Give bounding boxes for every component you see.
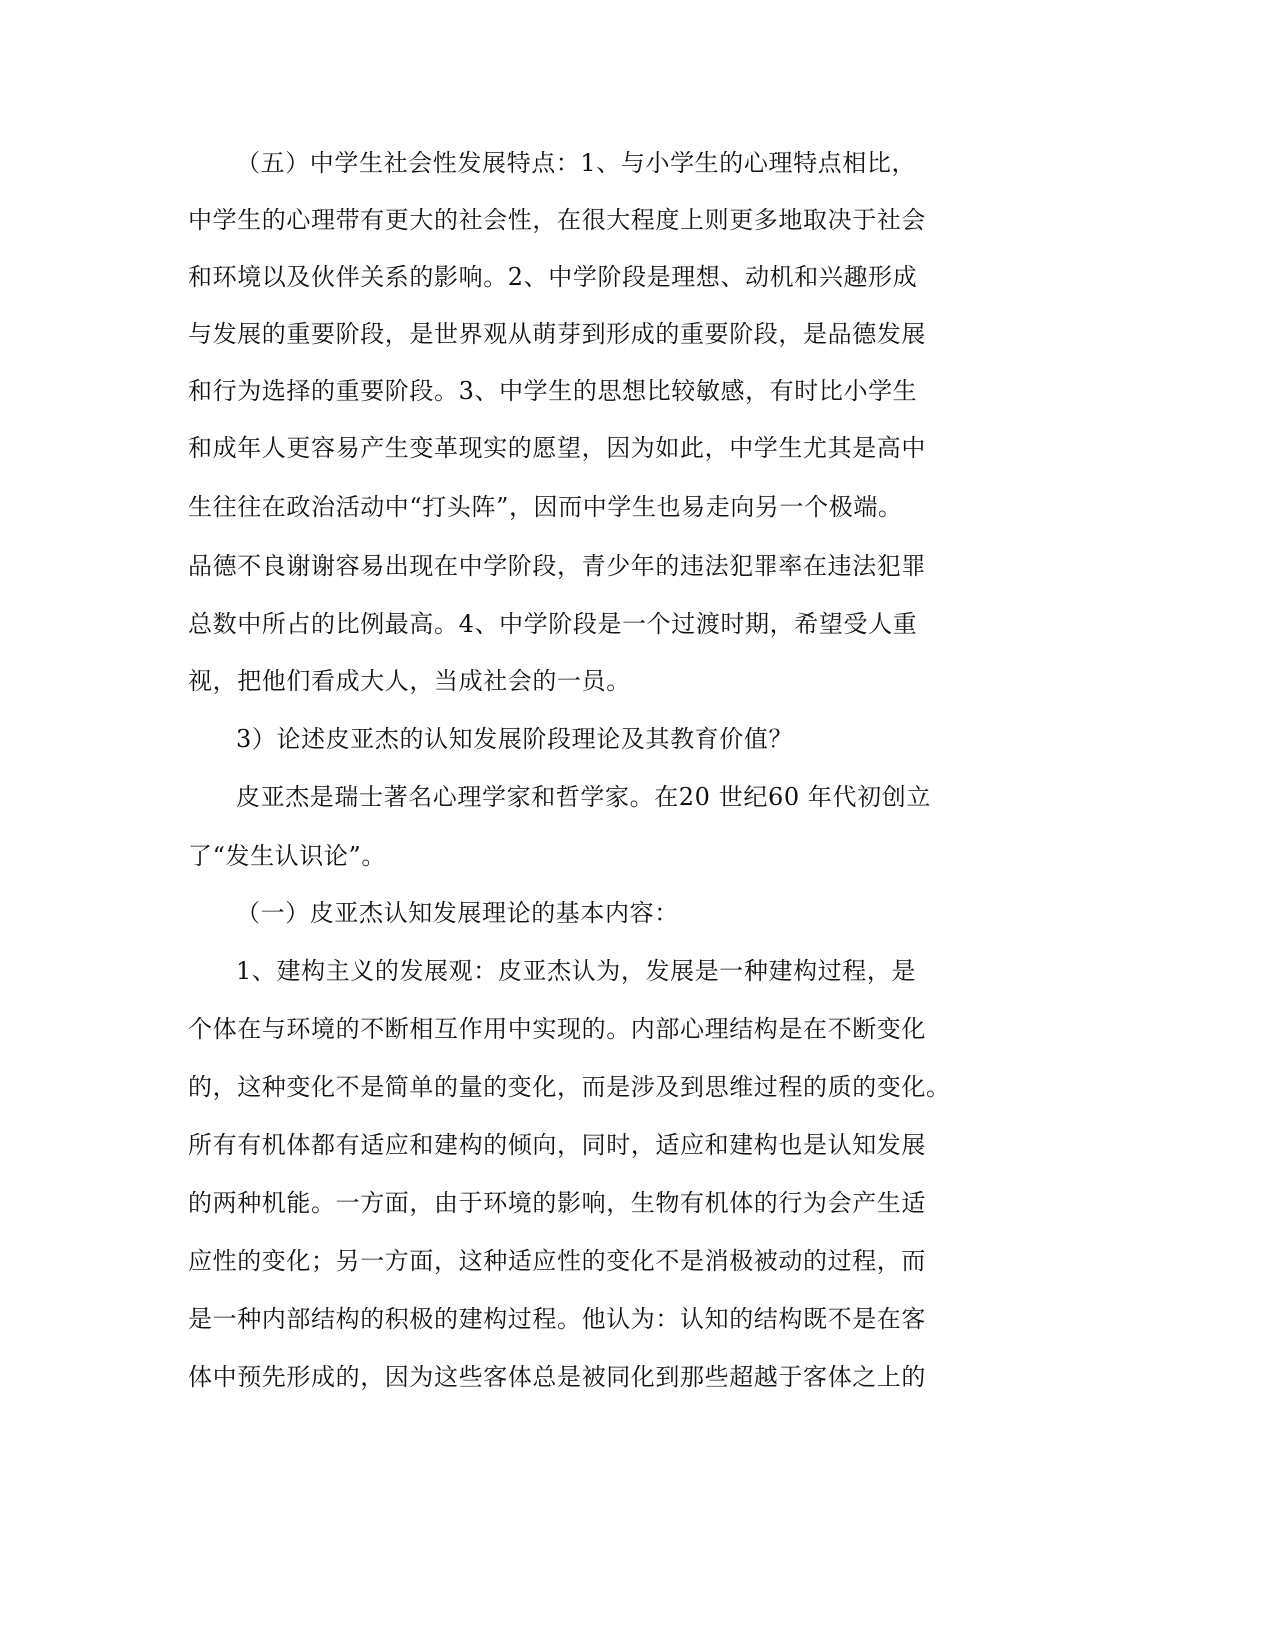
paragraph-line: 个体在与环境的不断相互作用中实现的。内部心理结构是在不断变化 <box>188 1015 926 1043</box>
paragraph-line: 和成年人更容易产生变革现实的愿望，因为如此，中学生尤其是高中 <box>188 434 926 462</box>
paragraph-line: 视，把他们看成大人，当成社会的一员。 <box>188 667 631 695</box>
paragraph-line: 应性的变化；另一方面，这种适应性的变化不是消极被动的过程，而 <box>188 1247 926 1275</box>
paragraph-line: 总数中所占的比例最高。4、中学阶段是一个过渡时期，希望受人重 <box>188 610 918 638</box>
paragraph-line: 的两种机能。一方面，由于环境的影响，生物有机体的行为会产生适 <box>188 1189 926 1217</box>
paragraph-line: 所有有机体都有适应和建构的倾向，同时，适应和建构也是认知发展 <box>188 1131 926 1159</box>
paragraph-line: 和行为选择的重要阶段。3、中学生的思想比较敏感，有时比小学生 <box>188 377 918 405</box>
paragraph-line: 皮亚杰是瑞士著名心理学家和哲学家。在20 世纪60 年代初创立 <box>236 783 931 811</box>
paragraph-line: 中学生的心理带有更大的社会性，在很大程度上则更多地取决于社会 <box>188 206 926 234</box>
paragraph-line: 生往往在政治活动中“打头阵”，因而中学生也易走向另一个极端。 <box>188 493 903 521</box>
paragraph-line: 体中预先形成的，因为这些客体总是被同化到那些超越于客体之上的 <box>188 1363 926 1391</box>
question-heading: 3）论述皮亚杰的认知发展阶段理论及其教育价值？ <box>236 725 794 753</box>
paragraph-line: 1、建构主义的发展观：皮亚杰认为，发展是一种建构过程，是 <box>236 957 917 985</box>
paragraph-line: 品德不良谢谢容易出现在中学阶段，青少年的违法犯罪率在违法犯罪 <box>188 552 926 580</box>
section-heading: （一）皮亚杰认知发展理论的基本内容： <box>236 899 679 927</box>
paragraph-line: 了“发生认识论”。 <box>188 842 386 870</box>
paragraph-line: （五）中学生社会性发展特点：1、与小学生的心理特点相比， <box>236 149 917 177</box>
paragraph-line: 和环境以及伙伴关系的影响。2、中学阶段是理想、动机和兴趣形成 <box>188 263 918 291</box>
paragraph-line: 的，这种变化不是简单的量的变化，而是涉及到思维过程的质的变化。 <box>188 1073 951 1101</box>
paragraph-line: 与发展的重要阶段，是世界观从萌芽到形成的重要阶段，是品德发展 <box>188 320 926 348</box>
paragraph-line: 是一种内部结构的积极的建构过程。他认为：认知的结构既不是在客 <box>188 1305 926 1333</box>
